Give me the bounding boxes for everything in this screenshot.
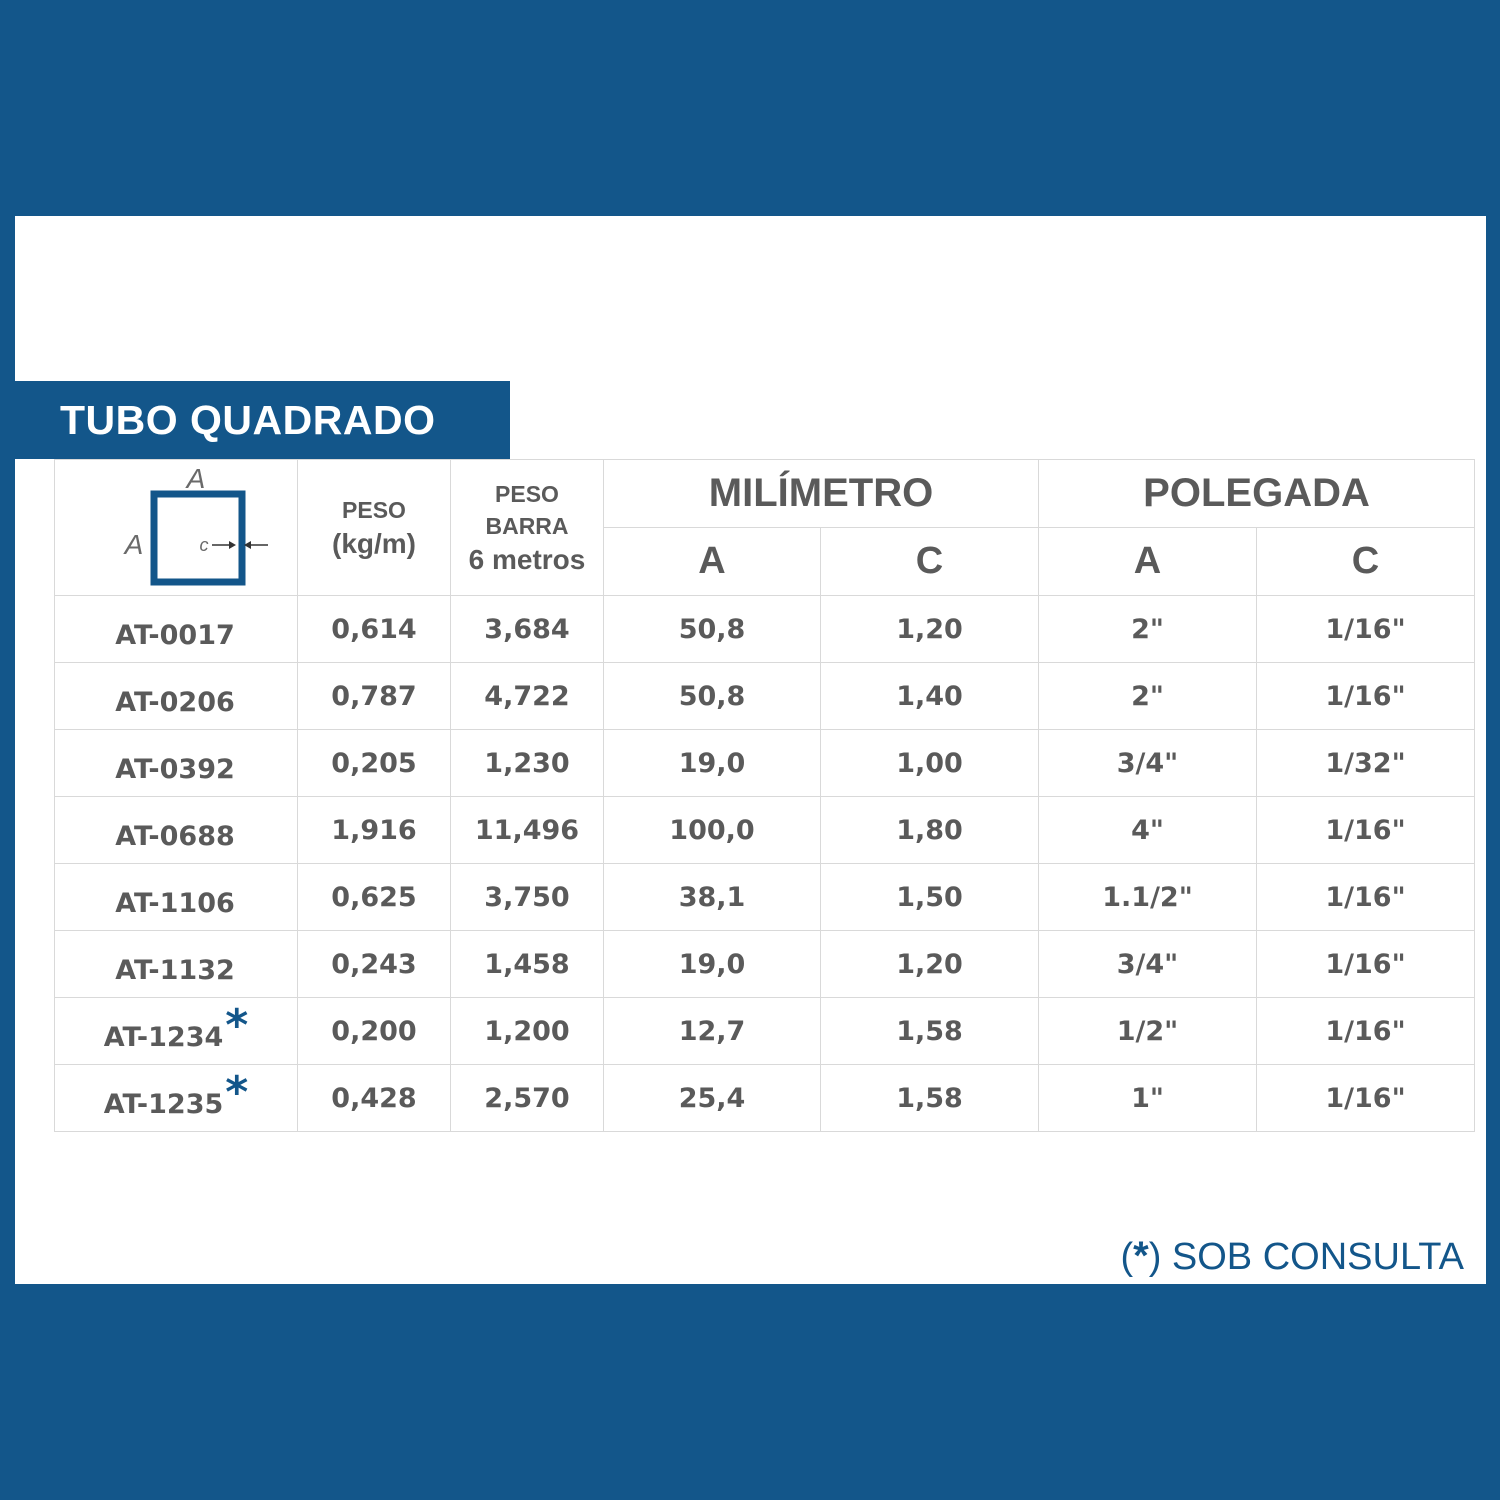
table-row [55, 998, 1475, 1065]
cell-peso: 0,200 [298, 998, 451, 1065]
table-row [55, 730, 1475, 797]
title-bar [15, 381, 510, 459]
note-text: SOB CONSULTA [1161, 1236, 1464, 1278]
header-peso-barra-line2: BARRA [485, 512, 569, 539]
cell-pol-a: 1.1/2" [1039, 864, 1257, 931]
asterisk-icon: * [225, 1066, 249, 1118]
cell-mm-a: 12,7 [604, 998, 821, 1065]
table-row [55, 797, 1475, 864]
cell-mm-c: 1,58 [821, 1065, 1039, 1132]
cell-barra: 1,200 [451, 998, 604, 1065]
cell-code: AT-0688 [55, 797, 298, 864]
cell-pol-a: 3/4" [1039, 730, 1257, 797]
cell-pol-c: 1/16" [1257, 797, 1475, 864]
spec-table [54, 459, 1475, 1132]
diagram-label-left: A [124, 529, 144, 560]
cell-mm-a: 25,4 [604, 1065, 821, 1132]
cell-pol-a: 1/2" [1039, 998, 1257, 1065]
cell-mm-c: 1,20 [821, 596, 1039, 663]
header-peso-barra-line3: 6 metros [468, 543, 586, 575]
asterisk-icon: * [1133, 1234, 1149, 1278]
cell-code: AT-1106 [55, 864, 298, 931]
diagram-label-wall: c [199, 535, 209, 555]
header-peso-label: PESO [342, 496, 406, 523]
cell-peso: 0,625 [298, 864, 451, 931]
cell-code: AT-0017 [55, 596, 298, 663]
cell-mm-c: 1,20 [821, 931, 1039, 998]
note-paren-open: ( [1120, 1236, 1134, 1278]
cell-peso: 0,428 [298, 1065, 451, 1132]
cell-barra: 1,458 [451, 931, 604, 998]
cell-pol-a: 4" [1039, 797, 1257, 864]
cell-peso: 0,205 [298, 730, 451, 797]
cell-peso: 0,243 [298, 931, 451, 998]
header-pol-a: A [1039, 528, 1257, 596]
cell-barra: 3,684 [451, 596, 604, 663]
cell-peso: 1,916 [298, 797, 451, 864]
cell-barra: 2,570 [451, 1065, 604, 1132]
cell-pol-a: 2" [1039, 663, 1257, 730]
header-pol-c: C [1257, 528, 1475, 596]
cell-code: AT-1235* [55, 1065, 298, 1132]
cell-pol-a: 3/4" [1039, 931, 1257, 998]
header-polegada: POLEGADA [1039, 460, 1475, 528]
cell-barra: 3,750 [451, 864, 604, 931]
cell-pol-a: 2" [1039, 596, 1257, 663]
header-peso-unit: (kg/m) [332, 527, 416, 559]
cell-mm-a: 19,0 [604, 730, 821, 797]
header-mm-c: C [821, 528, 1039, 596]
cell-barra: 1,230 [451, 730, 604, 797]
header-milimetro: MILÍMETRO [604, 460, 1039, 528]
page-title: TUBO QUADRADO [60, 397, 436, 443]
table-row [55, 596, 1475, 663]
cell-peso: 0,614 [298, 596, 451, 663]
sob-consulta-note [1120, 1234, 1464, 1279]
cell-pol-c: 1/16" [1257, 864, 1475, 931]
square-tube-diagram [55, 460, 298, 596]
cell-code: AT-0392 [55, 730, 298, 797]
diagram-label-top: A [186, 463, 206, 494]
header-mm-a: A [604, 528, 821, 596]
cell-pol-c: 1/32" [1257, 730, 1475, 797]
table-row [55, 931, 1475, 998]
cell-pol-c: 1/16" [1257, 596, 1475, 663]
table-row [55, 663, 1475, 730]
table-row [55, 1065, 1475, 1132]
cell-pol-c: 1/16" [1257, 931, 1475, 998]
cell-mm-c: 1,50 [821, 864, 1039, 931]
cell-code: AT-0206 [55, 663, 298, 730]
cell-mm-c: 1,00 [821, 730, 1039, 797]
header-peso-barra [451, 460, 604, 596]
cell-mm-a: 38,1 [604, 864, 821, 931]
cell-mm-c: 1,58 [821, 998, 1039, 1065]
cell-peso: 0,787 [298, 663, 451, 730]
note-paren-close: ) [1148, 1236, 1162, 1278]
cell-mm-a: 100,0 [604, 797, 821, 864]
asterisk-icon: * [225, 999, 249, 1051]
cell-barra: 11,496 [451, 797, 604, 864]
cell-pol-c: 1/16" [1257, 998, 1475, 1065]
cell-code: AT-1132 [55, 931, 298, 998]
cell-mm-c: 1,80 [821, 797, 1039, 864]
cell-pol-c: 1/16" [1257, 663, 1475, 730]
cell-barra: 4,722 [451, 663, 604, 730]
wall-arrowhead-left [229, 541, 236, 549]
header-peso [298, 460, 451, 596]
cell-mm-c: 1,40 [821, 663, 1039, 730]
cell-mm-a: 50,8 [604, 663, 821, 730]
spec-card [15, 216, 1486, 1284]
square-tube-icon [76, 460, 276, 590]
cell-pol-a: 1" [1039, 1065, 1257, 1132]
cell-pol-c: 1/16" [1257, 1065, 1475, 1132]
cell-mm-a: 50,8 [604, 596, 821, 663]
table-row [55, 864, 1475, 931]
header-peso-barra-line1: PESO [495, 480, 559, 507]
cell-mm-a: 19,0 [604, 931, 821, 998]
cell-code: AT-1234* [55, 998, 298, 1065]
